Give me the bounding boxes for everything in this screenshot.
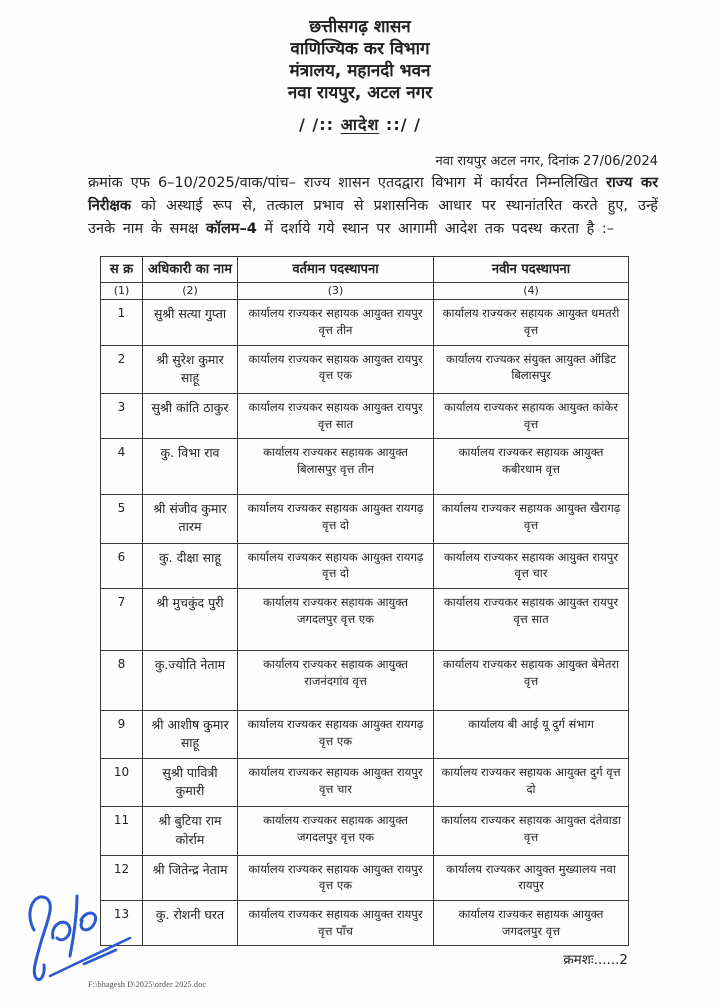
serial-cell: 11: [101, 807, 143, 855]
order-paragraph-bold-column: कॉलम–4: [206, 221, 257, 238]
officer-name-cell: श्री बुटिया राम कोर्राम: [143, 807, 238, 855]
current-posting-cell: कार्यालय राज्यकर सहायक आयुक्त रायपुर वृत्त तीन: [238, 300, 434, 345]
signature-ink: [20, 884, 142, 988]
current-posting-cell: कार्यालय राज्यकर सहायक आयुक्त बिलासपुर वृत्त तीन: [238, 439, 434, 495]
order-heading-suffix: ::/ /: [379, 115, 421, 134]
officer-name-cell: श्री सुरेश कुमार साहू: [143, 345, 238, 393]
officer-name-cell: श्री आशीष कुमार साहू: [143, 710, 238, 758]
current-posting-cell: कार्यालय राज्यकर सहायक आयुक्त रायपुर वृत्त एक: [238, 345, 434, 393]
letterhead: [0, 0, 720, 135]
new-posting-cell: कार्यालय राज्यकर सहायक आयुक्त खैरागढ़ वृत्त: [434, 495, 629, 543]
col-header-officer-name: अधिकारी का नाम: [143, 256, 238, 283]
current-posting-cell: कार्यालय राज्यकर सहायक आयुक्त रायगढ़ वृत्त दो: [238, 495, 434, 543]
new-posting-cell: कार्यालय राज्यकर सहायक आयुक्त धमतरी वृत्त: [434, 300, 629, 345]
transfer-table: [100, 256, 629, 947]
officer-name-cell: श्री जितेन्द्र नेताम: [143, 855, 238, 900]
col-header-current-posting: वर्तमान पदस्थापना: [238, 256, 434, 283]
current-posting-cell: कार्यालय राज्यकर सहायक आयुक्त जगदलपुर वृत्त एक: [238, 588, 434, 650]
ministry-building-line: मंत्रालय, महानदी भवन: [289, 61, 431, 81]
col-number-2: (2): [143, 283, 238, 300]
new-posting-cell: कार्यालय राज्यकर सहायक आयुक्त दंतेवाडा वृत्त: [434, 807, 629, 855]
col-number-1: (1): [101, 283, 143, 300]
order-heading-prefix: / /::: [299, 115, 341, 134]
transfer-table-body: [101, 300, 629, 946]
table-row: [101, 710, 629, 758]
serial-cell: 4: [101, 439, 143, 495]
serial-cell: 6: [101, 543, 143, 588]
current-posting-cell: कार्यालय राज्यकर सहायक आयुक्त रायपुर वृत्त एक: [238, 855, 434, 900]
serial-cell: 8: [101, 650, 143, 710]
new-posting-cell: कार्यालय राज्यकर सहायक आयुक्त रायपुर वृत्त चार: [434, 543, 629, 588]
serial-cell: 10: [101, 759, 143, 807]
department-name: वाणिज्यिक कर विभाग: [290, 39, 430, 59]
table-row: [101, 345, 629, 393]
current-posting-cell: कार्यालय राज्यकर सहायक आयुक्त रायपुर वृत्त चार: [238, 759, 434, 807]
current-posting-cell: कार्यालय राज्यकर सहायक आयुक्त रायपुर वृत्त सात: [238, 394, 434, 439]
new-posting-cell: कार्यालय राज्यकर सहायक आयुक्त कबीरधाम वृत्त: [434, 439, 629, 495]
current-posting-cell: कार्यालय राज्यकर सहायक आयुक्त जगदलपुर वृत्त एक: [238, 807, 434, 855]
new-posting-cell: कार्यालय राज्यकर सहायक आयुक्त रायपुर वृत्त सात: [434, 588, 629, 650]
serial-cell: 12: [101, 855, 143, 900]
table-row: [101, 759, 629, 807]
order-paragraph-bold-designation: राज्य कर निरीक्षक: [88, 175, 658, 215]
serial-cell: 2: [101, 345, 143, 393]
officer-name-cell: सुश्री कांति ठाकुर: [143, 394, 238, 439]
date-line: नवा रायपुर अटल नगर, दिनांक 27/06/2024: [435, 154, 658, 169]
new-posting-cell: कार्यालय राज्यकर सहायक आयुक्त बेमेतरा वृत्त: [434, 650, 629, 710]
order-paragraph-seg2: को अस्थाई रूप से, तत्काल प्रभाव से प्रशासनिक आधार पर स्थानांतरित करते हुए, उन्हें उनके नाम के समक्ष: [88, 198, 658, 238]
order-heading: [0, 113, 720, 135]
serial-cell: 7: [101, 588, 143, 650]
officer-name-cell: श्री संजीव कुमार तारम: [143, 495, 238, 543]
order-paragraph: [88, 172, 658, 242]
officer-name-cell: कु.ज्योति नेताम: [143, 650, 238, 710]
officer-name-cell: कु. रोशनी घरत: [143, 901, 238, 946]
order-paragraph-seg3: में दर्शाये गये स्थान पर आगामी आदेश तक पदस्थ करता है :–: [256, 221, 615, 238]
table-row: [101, 901, 629, 946]
order-heading-word: आदेश: [340, 115, 380, 134]
table-row: [101, 543, 629, 588]
current-posting-cell: कार्यालय राज्यकर सहायक आयुक्त रायपुर वृत्त पाँच: [238, 901, 434, 946]
col-number-3: (3): [238, 283, 434, 300]
column-number-row: [101, 283, 629, 300]
officer-name-cell: सुश्री पावित्री कुमारी: [143, 759, 238, 807]
table-row: [101, 807, 629, 855]
transfer-table-head: [101, 256, 629, 300]
table-row: [101, 300, 629, 345]
current-posting-cell: कार्यालय राज्यकर सहायक आयुक्त रायगढ़ वृत्त दो: [238, 543, 434, 588]
table-row: [101, 394, 629, 439]
serial-cell: 13: [101, 901, 143, 946]
officer-name-cell: कु. दीक्षा साहू: [143, 543, 238, 588]
officer-name-cell: कु. विभा राव: [143, 439, 238, 495]
continuation-note: क्रमशः......2: [563, 952, 628, 969]
new-posting-cell: कार्यालय राज्यकर सहायक आयुक्त जगदलपुर वृत्त: [434, 901, 629, 946]
table-row: [101, 495, 629, 543]
govt-name: छत्तीसगढ़ शासन: [309, 17, 411, 37]
serial-cell: 1: [101, 300, 143, 345]
table-row: [101, 439, 629, 495]
new-posting-cell: कार्यालय राज्यकर सहायक आयुक्त कांकेर वृत्त: [434, 394, 629, 439]
new-posting-cell: कार्यालय राज्यकर आयुक्त मुख्यालय नवा रायपुर: [434, 855, 629, 900]
serial-cell: 9: [101, 710, 143, 758]
table-row: [101, 855, 629, 900]
col-header-new-posting: नवीन पदस्थापना: [434, 256, 629, 283]
file-path: F:\bhagesh D\2025\order 2025.doc: [88, 980, 207, 989]
table-row: [101, 650, 629, 710]
serial-cell: 5: [101, 495, 143, 543]
city-line: नवा रायपुर, अटल नगर: [287, 83, 433, 103]
new-posting-cell: कार्यालय राज्यकर सहायक आयुक्त दुर्ग वृत्त दो: [434, 759, 629, 807]
serial-cell: 3: [101, 394, 143, 439]
header-row: [101, 256, 629, 283]
officer-name-cell: सुश्री सत्या गुप्ता: [143, 300, 238, 345]
current-posting-cell: कार्यालय राज्यकर सहायक आयुक्त राजनंदगांव वृत्त: [238, 650, 434, 710]
new-posting-cell: कार्यालय राज्यकर संयुक्त आयुक्त ऑडिट बिलासपुर: [434, 345, 629, 393]
col-header-serial: स क्र: [101, 256, 143, 283]
order-paragraph-seg1: क्रमांक एफ 6–10/2025/वाक/पांच– राज्य शासन एतदद्वारा विभाग में कार्यरत निम्नलिखित: [88, 175, 607, 191]
new-posting-cell: कार्यालय बी आई यू दुर्ग संभाग: [434, 710, 629, 758]
current-posting-cell: कार्यालय राज्यकर सहायक आयुक्त रायगढ़ वृत्त एक: [238, 710, 434, 758]
officer-name-cell: श्री मुचकुंद पुरी: [143, 588, 238, 650]
col-number-4: (4): [434, 283, 629, 300]
table-row: [101, 588, 629, 650]
